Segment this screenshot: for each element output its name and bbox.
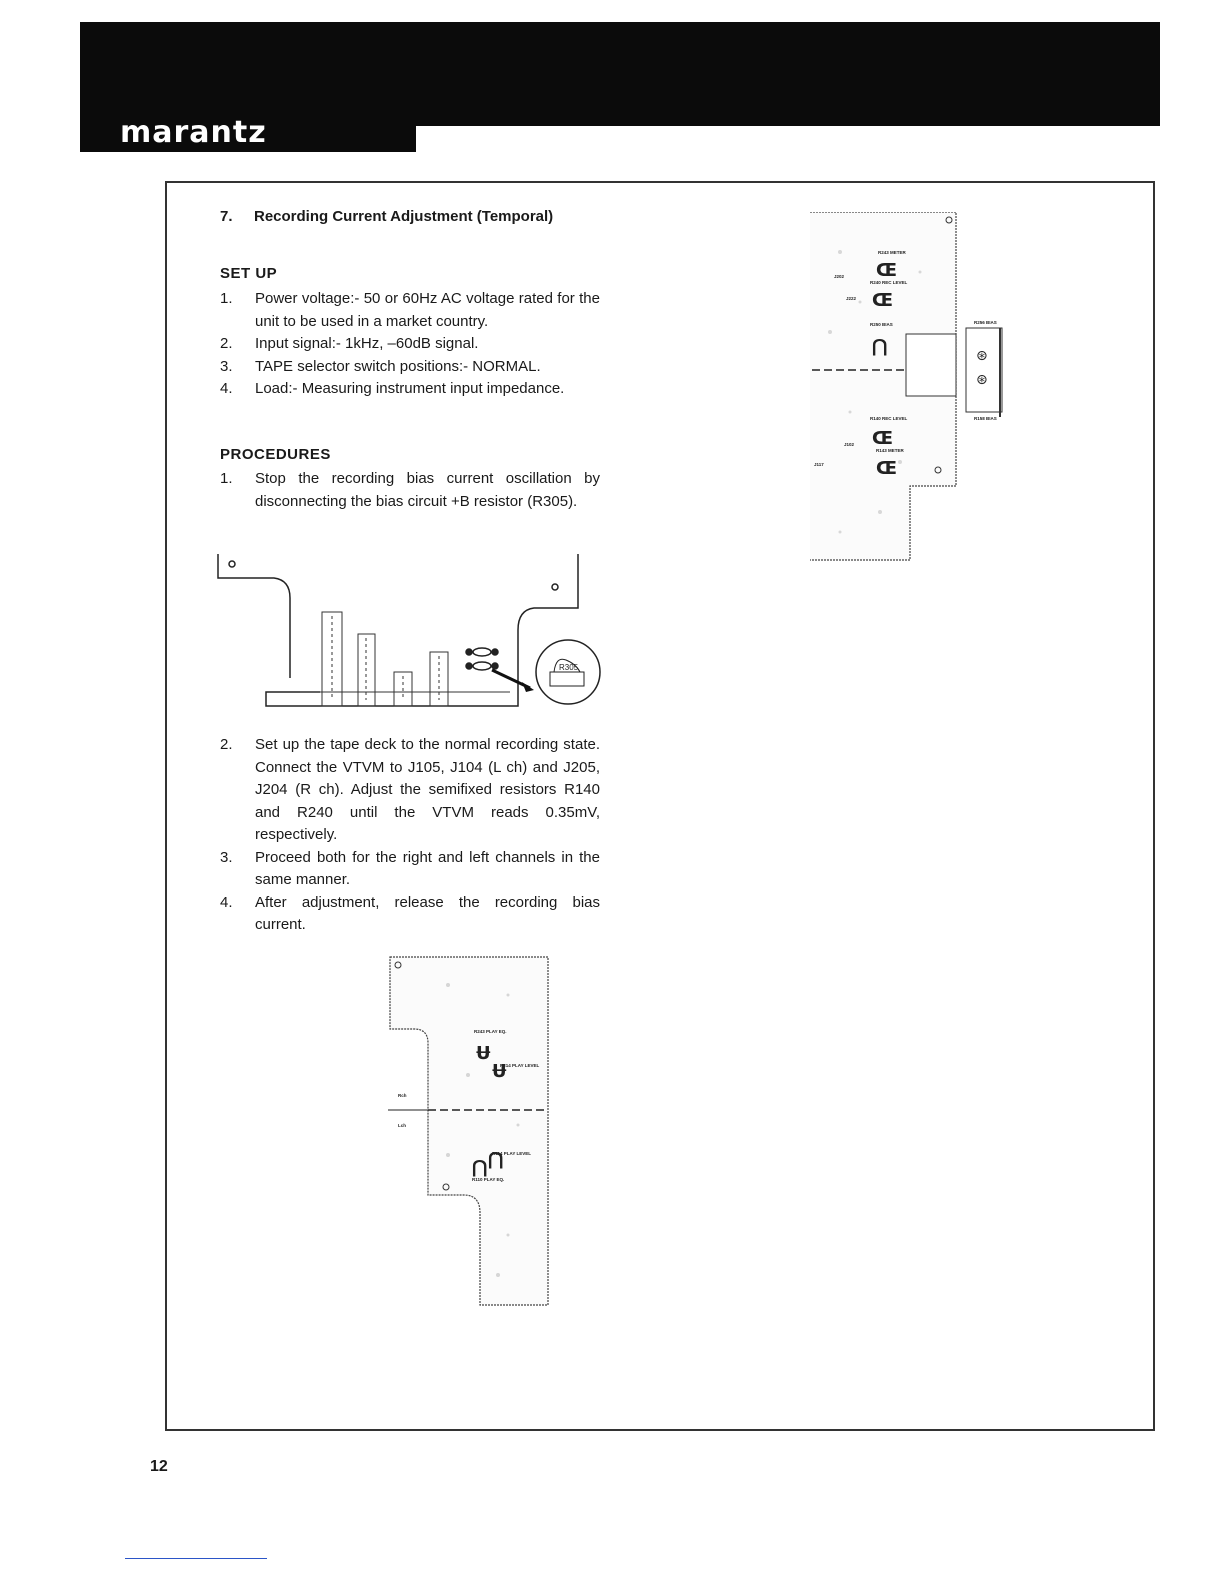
svg-text:R110 PLAY EQ.: R110 PLAY EQ. — [472, 1177, 505, 1182]
section-number: 7. — [220, 208, 233, 225]
list-item — [220, 333, 600, 356]
svg-text:R250 BIAS: R250 BIAS — [870, 322, 893, 327]
svg-text:⋂: ⋂ — [488, 1149, 504, 1170]
setup-list — [220, 288, 600, 401]
svg-text:R114 PLAY LEVEL: R114 PLAY LEVEL — [492, 1151, 532, 1156]
svg-text:R256 BIAS: R256 BIAS — [974, 320, 997, 325]
item-number: 3. — [220, 357, 233, 375]
svg-text:Œ: Œ — [876, 458, 898, 479]
right-board-diagram — [810, 212, 1010, 564]
svg-text:⋂: ⋂ — [472, 1157, 488, 1178]
item-text: Stop the recording bias current oscillation by disconnecting the bias circuit +B resistor (R305). — [255, 470, 600, 510]
section-title — [220, 208, 553, 225]
section-title-text: Recording Current Adjustment (Temporal) — [254, 208, 554, 225]
list-item — [220, 356, 600, 379]
setup-heading: SET UP — [220, 265, 278, 282]
svg-text:J222: J222 — [846, 296, 857, 301]
list-item — [220, 847, 600, 892]
svg-text:Ʉ: Ʉ — [476, 1043, 491, 1064]
header-bar — [80, 22, 1160, 126]
item-text: After adjustment, release the recording bias current. — [255, 893, 600, 933]
svg-text:R243 PLAY EQ.: R243 PLAY EQ. — [474, 1029, 507, 1034]
item-number: 2. — [220, 335, 233, 352]
list-item — [220, 468, 600, 513]
item-text: Input signal:- 1kHz, –60dB signal. — [255, 335, 479, 352]
svg-text:R158 BIAS: R158 BIAS — [974, 416, 997, 421]
item-number: 4. — [220, 893, 233, 911]
item-number: 1. — [220, 470, 233, 487]
procedures-heading: PROCEDURES — [220, 446, 331, 463]
list-item — [220, 892, 600, 937]
svg-text:Œ: Œ — [876, 260, 898, 281]
bottom-board-diagram — [388, 955, 553, 1307]
svg-text:Ʉ: Ʉ — [492, 1061, 507, 1082]
svg-text:⊛: ⊛ — [976, 348, 988, 364]
svg-text:Œ: Œ — [872, 428, 894, 449]
page-number: 12 — [150, 1458, 168, 1475]
svg-text:Lch: Lch — [398, 1123, 407, 1128]
svg-text:Rch: Rch — [398, 1093, 407, 1098]
item-number: 1. — [220, 290, 233, 307]
item-text: Proceed both for the right and left channels in the same manner. — [255, 848, 600, 888]
item-number: 4. — [220, 380, 233, 397]
svg-text:R240 REC LEVEL: R240 REC LEVEL — [870, 280, 908, 285]
svg-text:R214 PLAY LEVEL: R214 PLAY LEVEL — [500, 1063, 540, 1068]
procedures-list-part1 — [220, 468, 600, 513]
r305-diagram — [210, 550, 610, 715]
list-item — [220, 378, 600, 401]
svg-text:⋂: ⋂ — [872, 336, 888, 357]
item-number: 2. — [220, 736, 233, 753]
list-item — [220, 288, 600, 333]
brand-logo: marantz — [120, 115, 267, 150]
item-text: Power voltage:- 50 or 60Hz AC voltage rated for the unit to be used in a market country. — [255, 290, 600, 330]
procedures-list-part2 — [220, 734, 600, 937]
svg-text:J202: J202 — [834, 274, 845, 279]
svg-text:J102: J102 — [844, 442, 855, 447]
svg-text:R143 METER: R143 METER — [876, 448, 904, 453]
svg-text:Œ: Œ — [872, 290, 894, 311]
svg-text:⊛: ⊛ — [976, 372, 988, 388]
footer-rule — [125, 1558, 267, 1559]
item-number: 3. — [220, 848, 233, 866]
item-text: Set up the tape deck to the normal recording state. Connect the VTVM to J105, J104 (L ch) and J205, J204 (R ch). Adjust the semifixed resistors R140 and R240 until the VTVM reads 0.35mV, respectively. — [255, 736, 600, 843]
list-item — [220, 734, 600, 847]
svg-text:R243 METER: R243 METER — [878, 250, 906, 255]
item-text: Load:- Measuring instrument input impedance. — [255, 380, 565, 397]
svg-text:R140 REC LEVEL: R140 REC LEVEL — [870, 416, 908, 421]
item-text: TAPE selector switch positions:- NORMAL. — [255, 357, 541, 375]
r305-label: R305 — [559, 663, 579, 672]
svg-text:J117: J117 — [814, 462, 824, 467]
